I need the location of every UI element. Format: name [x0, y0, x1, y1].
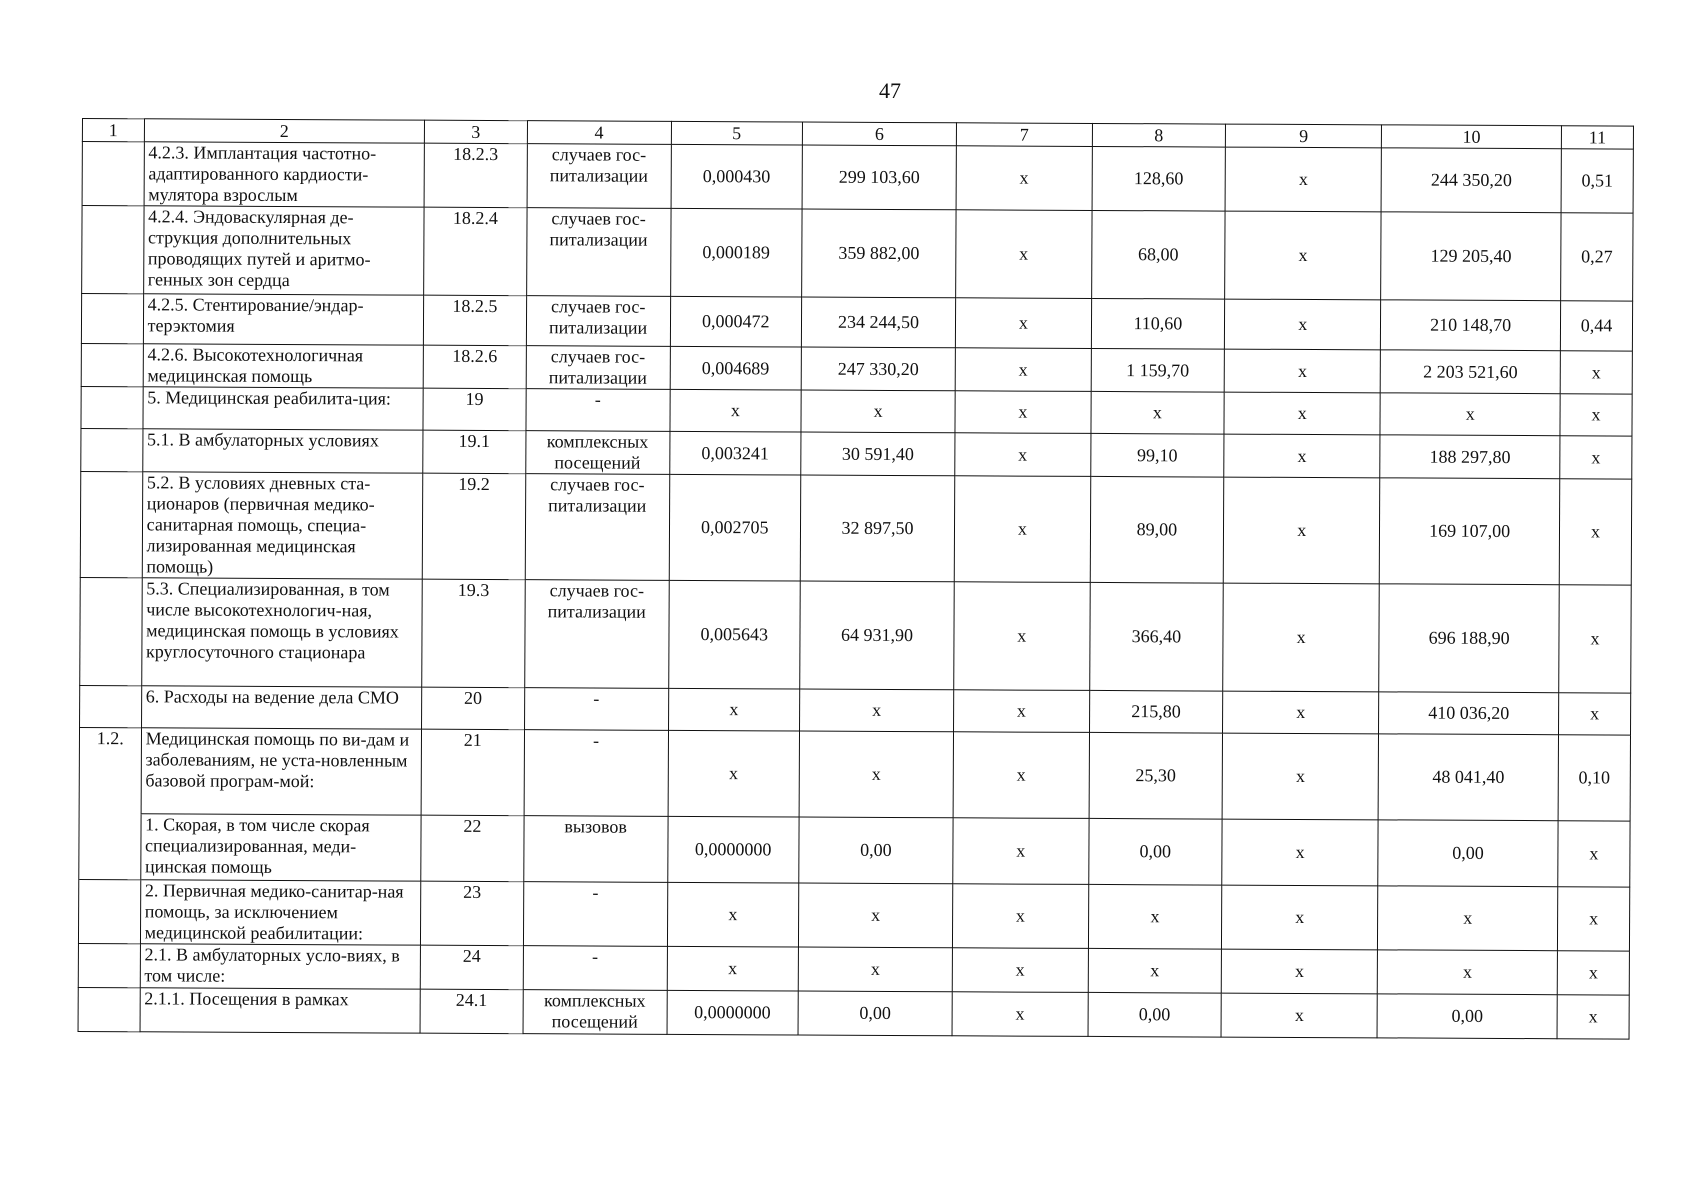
- section-number-cell: [81, 294, 143, 344]
- value-cell-8: х: [1088, 948, 1222, 993]
- column-header-1: 1: [82, 119, 144, 142]
- value-cell-7: х: [956, 146, 1092, 211]
- column-header-10: 10: [1382, 125, 1562, 149]
- table-row: [80, 471, 1631, 585]
- value-cell-5: 0,000189: [670, 208, 802, 297]
- value-cell-11: х: [1559, 585, 1631, 693]
- value-cell-6: х: [798, 883, 952, 948]
- section-number-cell: [80, 471, 142, 577]
- section-number-cell: [80, 577, 142, 685]
- value-cell-7: х: [952, 992, 1088, 1037]
- value-cell-6: 64 931,90: [800, 581, 955, 690]
- name-cell: 4.2.5. Стентирование/эндар-терэктомия: [143, 294, 424, 345]
- name-cell: 2.1. В амбулаторных усло-виях, в том числе:: [140, 944, 421, 989]
- value-cell-8: 25,30: [1089, 732, 1223, 819]
- unit-cell: -: [526, 389, 670, 432]
- value-cell-10: 696 188,90: [1379, 584, 1559, 693]
- line-code-cell: 18.2.4: [424, 207, 527, 296]
- value-cell-7: х: [954, 582, 1090, 691]
- value-cell-7: х: [956, 210, 1092, 299]
- value-cell-7: х: [954, 690, 1090, 733]
- name-cell: 1. Скорая, в том числе скорая специализированная, меди-цинская помощь: [140, 814, 421, 881]
- value-cell-8: 0,00: [1088, 818, 1222, 885]
- value-cell-6: 32 897,50: [800, 475, 955, 582]
- value-cell-8: 99,10: [1090, 433, 1224, 477]
- value-cell-5: 0,000430: [671, 144, 803, 209]
- value-cell-6: 359 882,00: [802, 209, 956, 298]
- value-cell-5: х: [668, 688, 800, 731]
- value-cell-9: х: [1222, 733, 1379, 820]
- value-cell-10: 210 148,70: [1381, 300, 1561, 351]
- value-cell-11: 0,51: [1561, 149, 1633, 213]
- table-row: [78, 879, 1629, 951]
- value-cell-8: 0,00: [1088, 992, 1222, 1037]
- value-cell-9: х: [1222, 819, 1378, 886]
- unit-cell: вызовов: [524, 816, 668, 883]
- unit-cell: -: [524, 730, 668, 817]
- value-cell-10: 129 205,40: [1381, 212, 1561, 301]
- value-cell-8: 110,60: [1091, 298, 1225, 349]
- line-code-cell: 24.1: [420, 989, 523, 1034]
- value-cell-10: х: [1378, 950, 1558, 995]
- value-cell-6: х: [798, 947, 952, 992]
- value-cell-11: х: [1557, 887, 1629, 951]
- name-cell: 4.2.4. Эндоваскулярная де-струкция дополнительных проводящих путей и аритмо-генных зон сердца: [143, 206, 424, 295]
- value-cell-7: х: [952, 948, 1088, 993]
- line-code-cell: 23: [420, 881, 523, 946]
- value-cell-9: х: [1221, 949, 1377, 994]
- unit-cell: случаев гос-питализации: [526, 208, 670, 297]
- value-cell-8: 215,80: [1089, 690, 1223, 733]
- name-cell: 5.2. В условиях дневных ста-ционаров (первичная медико-санитарная помощь, специа-лизированная медицинская помощь): [142, 472, 423, 579]
- value-cell-11: х: [1560, 351, 1632, 394]
- table-row: [79, 727, 1630, 821]
- value-cell-9: х: [1223, 691, 1379, 734]
- name-cell: 5. Медицинская реабилита-ция:: [143, 387, 424, 430]
- value-cell-9: х: [1223, 477, 1380, 584]
- value-cell-10: 169 107,00: [1380, 478, 1560, 585]
- unit-cell: случаев гос-питализации: [526, 346, 670, 390]
- value-cell-10: 188 297,80: [1380, 435, 1560, 479]
- value-cell-8: х: [1091, 391, 1225, 434]
- value-cell-6: 30 591,40: [801, 432, 955, 476]
- value-cell-9: х: [1222, 885, 1378, 950]
- column-header-6: 6: [802, 122, 956, 146]
- value-cell-8: 128,60: [1092, 146, 1226, 211]
- name-cell: Медицинская помощь по ви-дам и заболеваниям, не уста-новленным базовой програм-мой:: [141, 728, 422, 815]
- line-code-cell: 19.2: [422, 473, 525, 580]
- table-row: [82, 142, 1633, 214]
- norms-table: [78, 118, 1634, 1040]
- value-cell-10: 244 350,20: [1381, 148, 1561, 213]
- column-header-4: 4: [527, 121, 671, 145]
- table-row: [80, 685, 1631, 735]
- column-header-11: 11: [1561, 126, 1633, 149]
- value-cell-7: х: [953, 818, 1089, 885]
- value-cell-10: х: [1378, 886, 1558, 951]
- value-cell-9: х: [1225, 211, 1382, 300]
- value-cell-5: 0,0000000: [667, 816, 799, 883]
- value-cell-8: х: [1088, 884, 1222, 949]
- unit-cell: случаев гос-питализации: [524, 580, 668, 689]
- section-number-cell: 1.2.: [79, 727, 141, 813]
- value-cell-6: 247 330,20: [801, 347, 955, 391]
- value-cell-10: 0,00: [1378, 820, 1558, 887]
- name-cell: 2.1.1. Посещения в рамках: [140, 988, 421, 1033]
- table-body: [78, 142, 1633, 1040]
- value-cell-8: 1 159,70: [1091, 348, 1225, 392]
- value-cell-5: х: [667, 882, 799, 947]
- name-cell: 6. Расходы на ведение дела СМО: [141, 686, 422, 729]
- value-cell-11: х: [1560, 436, 1632, 479]
- value-cell-11: 0,10: [1558, 735, 1630, 821]
- value-cell-6: 0,00: [799, 817, 953, 884]
- line-code-cell: 18.2.3: [424, 143, 527, 208]
- value-cell-8: 89,00: [1090, 476, 1224, 583]
- value-cell-9: х: [1224, 392, 1380, 435]
- line-code-cell: 19: [423, 388, 526, 431]
- section-number-cell: [78, 879, 140, 943]
- value-cell-7: х: [955, 433, 1091, 477]
- line-code-cell: 18.2.6: [423, 345, 526, 389]
- value-cell-8: 366,40: [1089, 582, 1223, 691]
- table-row: [82, 206, 1633, 302]
- name-cell: 4.2.3. Имплантация частотно-адаптированного кардиости-мулятора взрослым: [144, 142, 425, 207]
- value-cell-7: х: [953, 884, 1089, 949]
- unit-cell: -: [523, 882, 667, 947]
- name-cell: 5.3. Специализированная, в том числе высокотехнологич-ная, медицинская помощь в условиях круглосуточного стационара: [141, 578, 422, 687]
- value-cell-7: х: [954, 476, 1090, 583]
- line-code-cell: 21: [421, 729, 524, 816]
- value-cell-6: х: [800, 689, 954, 732]
- column-header-7: 7: [956, 123, 1092, 147]
- value-cell-9: х: [1224, 349, 1380, 393]
- unit-cell: случаев гос-питализации: [527, 144, 671, 209]
- unit-cell: -: [523, 946, 667, 991]
- unit-cell: случаев гос-питализации: [525, 474, 669, 581]
- section-number-cell: [81, 386, 143, 428]
- value-cell-7: х: [953, 732, 1089, 819]
- table-row: [78, 943, 1629, 995]
- value-cell-6: х: [801, 390, 955, 433]
- value-cell-5: 0,0000000: [667, 990, 799, 1035]
- value-cell-9: х: [1224, 434, 1380, 478]
- value-cell-10: 2 203 521,60: [1380, 350, 1560, 394]
- unit-cell: комплексных посещений: [526, 431, 670, 475]
- section-number-cell: [79, 813, 141, 879]
- section-number-cell: [78, 987, 140, 1031]
- column-header-8: 8: [1092, 123, 1226, 147]
- value-cell-9: х: [1225, 147, 1381, 212]
- value-cell-5: 0,005643: [668, 580, 800, 689]
- value-cell-6: 0,00: [798, 991, 952, 1036]
- value-cell-11: 0,44: [1560, 301, 1632, 351]
- value-cell-9: х: [1221, 993, 1377, 1038]
- value-cell-10: х: [1380, 393, 1560, 436]
- value-cell-10: 410 036,20: [1379, 692, 1559, 735]
- value-cell-11: 0,27: [1561, 213, 1633, 301]
- line-code-cell: 19.3: [422, 579, 525, 688]
- value-cell-11: х: [1558, 821, 1630, 887]
- table-row: [81, 428, 1632, 479]
- value-cell-9: х: [1225, 299, 1381, 350]
- value-cell-6: 299 103,60: [802, 145, 956, 210]
- column-header-2: 2: [144, 119, 425, 143]
- table-row: [81, 343, 1632, 394]
- value-cell-10: 48 041,40: [1378, 734, 1558, 821]
- section-number-cell: [81, 428, 143, 471]
- value-cell-11: х: [1557, 995, 1629, 1039]
- section-number-cell: [81, 343, 143, 386]
- page-number: 47: [879, 78, 901, 103]
- value-cell-5: х: [668, 730, 800, 817]
- line-code-cell: 24: [420, 945, 523, 990]
- name-cell: 5.1. В амбулаторных условиях: [142, 429, 423, 473]
- value-cell-11: х: [1560, 394, 1632, 436]
- value-cell-7: х: [955, 391, 1091, 434]
- line-code-cell: 22: [421, 815, 524, 882]
- value-cell-10: 0,00: [1377, 994, 1557, 1039]
- table-row: [81, 294, 1632, 352]
- table-row: [80, 577, 1632, 693]
- value-cell-5: х: [667, 946, 799, 991]
- value-cell-11: х: [1557, 951, 1629, 995]
- column-header-3: 3: [424, 120, 527, 144]
- line-code-cell: 18.2.5: [423, 295, 526, 346]
- value-cell-6: х: [799, 731, 953, 818]
- unit-cell: случаев гос-питализации: [526, 296, 670, 347]
- name-cell: 2. Первичная медико-санитар-ная помощь, за исключением медицинской реабилитации:: [140, 880, 421, 945]
- table-row: [78, 987, 1629, 1039]
- name-cell: 4.2.6. Высокотехнологичная медицинская помощь: [143, 344, 424, 388]
- value-cell-5: 0,003241: [669, 431, 801, 475]
- line-code-cell: 20: [422, 687, 525, 730]
- value-cell-5: 0,000472: [670, 296, 802, 347]
- value-cell-5: х: [670, 389, 802, 432]
- section-number-cell: [82, 142, 144, 206]
- section-number-cell: [80, 685, 142, 727]
- unit-cell: комплексных посещений: [523, 990, 667, 1035]
- value-cell-9: х: [1223, 583, 1380, 692]
- column-header-5: 5: [671, 121, 803, 145]
- table-row: [79, 813, 1630, 887]
- value-cell-8: 68,00: [1091, 210, 1225, 299]
- value-cell-7: х: [955, 348, 1091, 392]
- line-code-cell: 19.1: [423, 430, 526, 474]
- section-number-cell: [78, 943, 140, 987]
- value-cell-5: 0,002705: [669, 474, 801, 581]
- value-cell-11: х: [1559, 479, 1631, 585]
- value-cell-6: 234 244,50: [801, 297, 955, 348]
- value-cell-11: х: [1559, 693, 1631, 735]
- unit-cell: -: [524, 688, 668, 731]
- column-header-9: 9: [1226, 124, 1382, 148]
- section-number-cell: [82, 206, 144, 294]
- value-cell-5: 0,004689: [670, 346, 802, 390]
- value-cell-7: х: [955, 298, 1091, 349]
